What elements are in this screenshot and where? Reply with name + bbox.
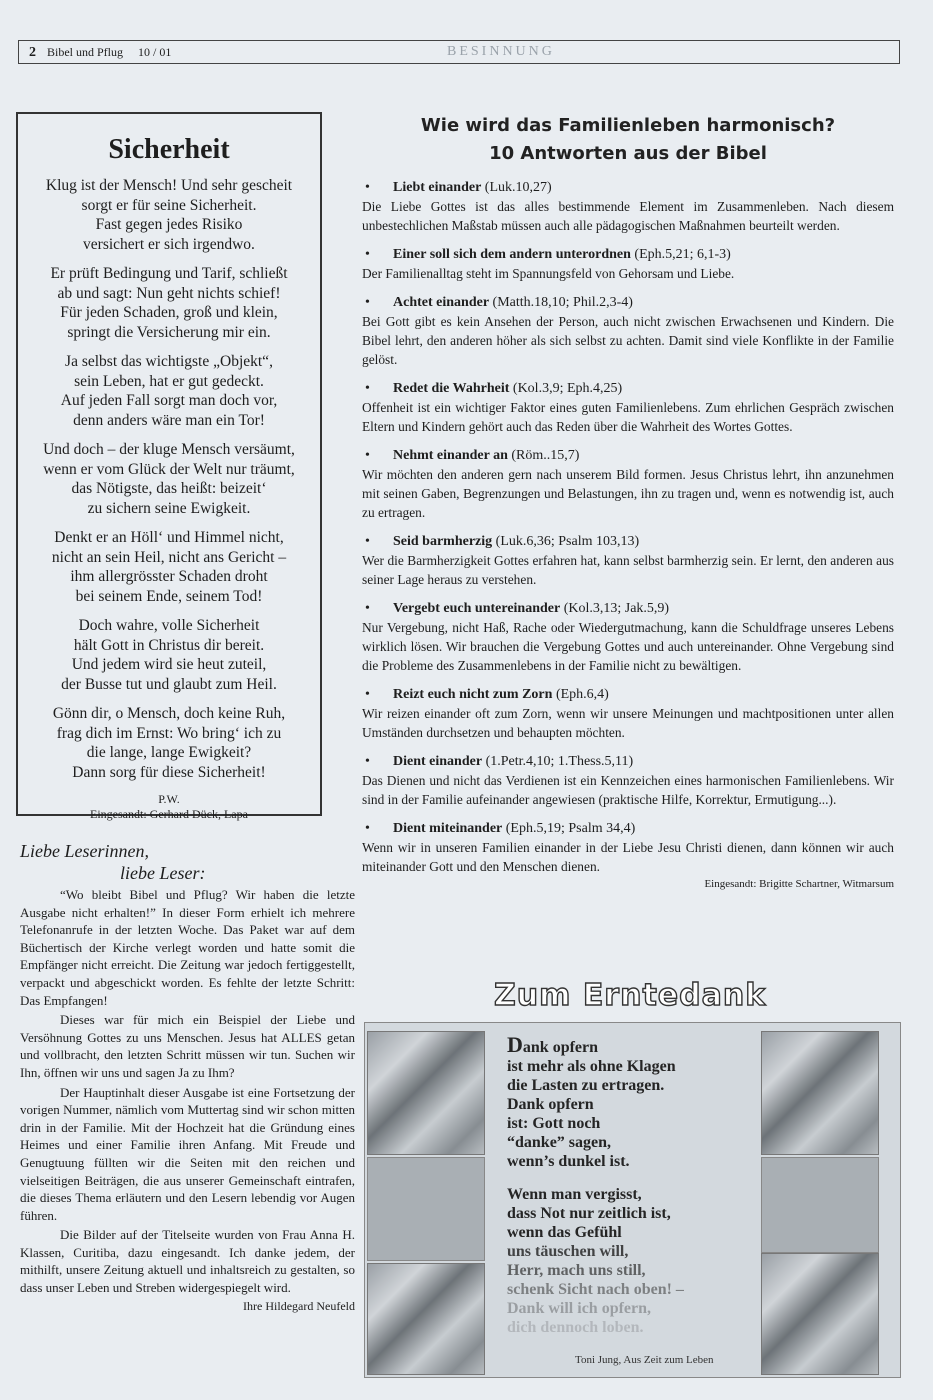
poem-line: sein Leben, hat er gut gedeckt.	[74, 372, 264, 390]
harvest-poem-line: uns täuschen will,	[507, 1243, 629, 1260]
harvest-credit: Toni Jung, Aus Zeit zum Leben	[575, 1354, 714, 1366]
poem-line: Doch wahre, volle Sicherheit	[78, 617, 260, 634]
item-title: Dient miteinander	[393, 821, 503, 836]
vegetable-image	[761, 1253, 879, 1375]
item-title: Reizt euch nicht zum Zorn	[393, 687, 553, 702]
harvest-poem-line: wenn das Gefühl	[507, 1224, 622, 1241]
harvest-poem-stanza1	[507, 1032, 745, 1171]
item-title: Dient einander	[393, 754, 483, 769]
letter-paragraph: Dieses war für mich ein Beispiel der Liebe und Versöhnung Gottes zu uns Menschen. Jesus hat ALLES getan und vollbracht, den letzten Schritt müssen wir tun. Suchen wir Ihn, öffnen wir uns und sagen Ja zu Ihm?	[20, 1012, 355, 1080]
letter-paragraph: Die Bilder auf der Titelseite wurden von Frau Anna H. Klassen, Curitiba, dazu eingesandt. Ich danke jedem, der mithilft, unsere Zeitung aktuell und inhaltsreich zu gestalten, so dass unser Leben und Streben widergespiegelt wird.	[20, 1227, 355, 1296]
poem-stanza	[18, 352, 320, 430]
bible-reference: (Matth.18,10; Phil.2,3-4)	[492, 295, 633, 310]
article-item	[362, 533, 894, 589]
poem-line: denn anders wäre man ein Tor!	[73, 411, 265, 429]
poem-line: sorgt er für seine Sicherheit.	[81, 196, 257, 214]
vegetable-image	[761, 1031, 879, 1155]
item-text: Wer die Barmherzigkeit Gottes erfahren hat, kann selbst barmherzig sein. Er lernt, den anderen aus seiner Lage heraus zu verstehen.	[362, 553, 894, 587]
harvest-poem-line: die Lasten zu ertragen.	[507, 1077, 665, 1094]
page-header	[18, 40, 900, 64]
poem-stanza	[18, 264, 320, 342]
article-item	[362, 600, 894, 675]
item-title: Redet die Wahrheit	[393, 381, 510, 396]
harvest-poem	[507, 1032, 745, 1337]
poem-line: Auf jeden Fall sorgt man doch vor,	[60, 392, 278, 409]
poem-title: Sicherheit	[108, 134, 230, 165]
bullet: •	[365, 381, 370, 396]
item-text: Die Liebe Gottes ist das alles bestimmende Element im Zusammenleben. Nach diesem unbestechlichen Maßstab müssen auch alle pädagogischen Maßnahmen beurteilt werden.	[362, 199, 894, 233]
poem-line: Er prüft Bedingung und Tarif, schließt	[50, 265, 288, 282]
item-heading	[362, 686, 894, 704]
publication-name: Bibel und Pflug	[47, 45, 124, 59]
bullet: •	[365, 295, 370, 310]
bible-reference: (Eph.6,4)	[555, 687, 609, 702]
poem-line: Für jeden Schaden, groß und klein,	[60, 304, 278, 321]
harvest-poem-line: Dank opfern	[507, 1096, 594, 1113]
item-heading	[362, 294, 894, 312]
poem-stanza	[18, 704, 320, 782]
bible-reference: (Eph.5,19; Psalm 34,4)	[505, 821, 636, 836]
harvest-poem-line: Dank will ich opfern,	[507, 1300, 652, 1317]
family-article	[362, 112, 894, 890]
poem-stanzas	[18, 176, 320, 782]
bible-reference: (Kol.3,9; Eph.4,25)	[512, 381, 623, 396]
harvest-poem-line: “danke” sagen,	[507, 1134, 612, 1151]
poem-line: ab und sagt: Nun geht nichts schief!	[57, 284, 281, 302]
item-heading	[362, 600, 894, 618]
item-text: Bei Gott gibt es kein Ansehen der Person, auch nicht zwischen Erwachsenen und Kindern. Die Bibel lehrt, den anderen höher als sich selbst zu achten. Damit sind viele Konflikte in der Familie gelöst.	[362, 314, 894, 367]
item-heading	[362, 533, 894, 551]
harvest-poem-line: dass Not nur zeitlich ist,	[507, 1205, 671, 1222]
harvest-poem-line: Herr, mach uns still,	[507, 1262, 646, 1279]
item-heading	[362, 753, 894, 771]
harvest-poem-line: Dank opfern	[507, 1032, 599, 1057]
bullet: •	[365, 448, 370, 463]
item-title: Seid barmherzig	[393, 534, 493, 549]
poem-line: nicht an sein Heil, nicht ans Gericht –	[51, 548, 287, 566]
bible-reference: (Röm..15,7)	[511, 448, 580, 463]
item-title: Vergebt euch untereinander	[393, 601, 561, 616]
bullet: •	[365, 180, 370, 195]
item-text: Wenn wir in unseren Familien einander in der Liebe Jesu Christi dienen, dann können wir auch miteinander Gott und den Menschen dienen.	[362, 840, 894, 874]
poem-line: Und jedem wird sie heut zuteil,	[71, 656, 267, 673]
poem-line: Klug ist der Mensch! Und sehr gescheit	[45, 177, 293, 194]
item-text: Das Dienen und nicht das Verdienen ist ein Kennzeichen eines harmonischen Familienlebens. Wir sind in der Familie aufeinander angewiesen (praktische Hilfe, Korrektur, Ermutigung...).	[362, 773, 894, 807]
poem-line: bei seinem Ende, seinem Tod!	[75, 587, 263, 605]
poem-line: frag dich im Ernst: Wo bring‘ ich zu	[56, 724, 282, 742]
poem-line: springt die Versicherung mir ein.	[67, 323, 271, 341]
poem-stanza	[18, 440, 320, 518]
item-title: Einer soll sich dem andern unterordnen	[393, 247, 631, 262]
harvest-poem-line: schenk Sicht nach oben! –	[507, 1281, 684, 1298]
article-item	[362, 179, 894, 235]
poem-line: Ja selbst das wichtigste „Objekt“,	[65, 353, 273, 370]
bullet: •	[365, 247, 370, 262]
poem-box	[16, 112, 322, 821]
bible-reference: (1.Petr.4,10; 1.Thess.5,11)	[485, 754, 634, 769]
bible-reference: (Kol.3,13; Jak.5,9)	[563, 601, 670, 616]
harvest-poem-line: ist: Gott noch	[507, 1115, 601, 1132]
item-title: Liebt einander	[393, 180, 482, 195]
header-left	[29, 45, 171, 61]
vegetable-image	[367, 1031, 485, 1155]
gray-block	[367, 1157, 485, 1261]
poem-line: Und doch – der kluge Mensch versäumt,	[43, 441, 295, 458]
section-name: BESINNUNG	[447, 44, 555, 59]
poem-line: Denkt er an Höll‘ und Himmel nicht,	[54, 529, 284, 546]
item-text: Wir möchten den anderen gern nach unserem Bild formen. Jesus Christus lehrt, ihn anzunehmen mit seinen Gaben, Begrenzungen und Belastungen, ihn zu tragen und, wenn es notwendig ist, auch zu ertragen.	[362, 467, 894, 520]
poem-line: wenn er vom Glück der Welt nur träumt,	[43, 460, 295, 478]
bible-reference: (Luk.6,36; Psalm 103,13)	[495, 534, 640, 549]
bullet: •	[365, 687, 370, 702]
issue-number: 10 / 01	[138, 45, 172, 59]
poem-line: hält Gott in Christus dir bereit.	[73, 636, 265, 654]
item-heading	[362, 380, 894, 398]
harvest-poem-stanza2	[507, 1185, 745, 1337]
poem-stanza	[18, 176, 320, 254]
item-text: Offenheit ist ein wichtiger Faktor eines guten Familienlebens. Zum ehrlichen Gespräch zwischen Eltern und Kindern gehört auch das Reden über die Wahrheit des Wortes Gottes.	[362, 400, 894, 434]
article-items	[362, 179, 894, 876]
article-sender: Eingesandt: Brigitte Schartner, Witmarsum	[704, 878, 894, 890]
poem-line: die lange, lange Ewigkeit?	[86, 744, 252, 761]
editor-letter	[20, 840, 355, 1314]
vegetable-image	[367, 1263, 485, 1375]
letter-greeting-line2: liebe Leser:	[120, 863, 206, 883]
poem-stanza	[18, 616, 320, 694]
item-heading	[362, 179, 894, 197]
article-title: Wie wird das Familienleben harmonisch?	[420, 115, 836, 136]
item-text: Wir reizen einander oft zum Zorn, wenn wir unsere Meinungen und machtpositionen unter allen Umständen durchsetzen und behaupten möchten.	[362, 706, 894, 740]
harvest-poem-line: ist mehr als ohne Klagen	[507, 1058, 676, 1075]
poem-line: Gönn dir, o Mensch, doch keine Ruh,	[52, 705, 286, 722]
poem-initials: P.W.	[158, 792, 180, 806]
article-item	[362, 294, 894, 369]
poem-stanza	[18, 528, 320, 606]
harvest-poem-line: wenn’s dunkel ist.	[507, 1153, 630, 1170]
harvest-panel	[364, 1022, 901, 1378]
harvest-poem-line: dich dennoch loben.	[507, 1319, 644, 1336]
letter-paragraph: “Wo bleibt Bibel und Pflug? Wir haben die letzte Ausgabe nicht erhalten!” In dieser Form erhielt ich mehrere Telefonanrufe in der letzten Woche. Das Paket war auf dem Büchertisch der Kirche verlegt worden und hatte somit die Empfänger nicht erreicht. Die Zeitung war jedoch fertiggestellt, verpackt und abgeschickt worden. Es fehlte der letzte Schritt: Das Empfangen!	[20, 887, 355, 1008]
article-item	[362, 686, 894, 742]
poem-line: versichert er sich irgendwo.	[83, 235, 255, 253]
poem-line: Dann sorg für diese Sicherheit!	[72, 763, 266, 781]
article-item	[362, 753, 894, 809]
poem-line: zu sichern seine Ewigkeit.	[87, 499, 251, 517]
letter-paragraph: Der Hauptinhalt dieser Ausgabe ist eine Fortsetzung der vorigen Nummer, nämlich vom Muttertag sind wir schon mitten drin in der Familie. Mit der Hochzeit hat die Gründung eines Heimes und einer Familie ihren Anfang. Mit Freude und Genugtuung füllten wir die Seiten mit den reichen und vielseitigen Beiträgen, die aus unserer Gemeinschaft eintrafen, die dieses Thema erläutern und den Lesern lebendig vor Augen führen.	[20, 1084, 355, 1223]
poem-line: Fast gegen jedes Risiko	[95, 216, 243, 233]
item-text: Nur Vergebung, nicht Haß, Rache oder Wiedergutmachung, kann die Schuldfrage unseres Lebens wirklich lösen. Wir brauchen die Vergebung Gottes und auch untereinander. Ohne Vergebung sind die Probleme des Zusammenlebens in der Familie nicht zu bewältigen.	[362, 620, 894, 673]
article-item	[362, 380, 894, 436]
bullet: •	[365, 821, 370, 836]
article-item	[362, 246, 894, 283]
article-subtitle: 10 Antworten aus der Bibel	[489, 143, 767, 164]
article-item	[362, 447, 894, 522]
article-item	[362, 820, 894, 876]
harvest-poem-line: Wenn man vergisst,	[507, 1186, 642, 1203]
poem-line: ihm allergrösster Schaden droht	[70, 568, 268, 585]
bullet: •	[365, 754, 370, 769]
poem-line: das Nötigste, das heißt: beizeit‘	[71, 480, 267, 497]
letter-signature: Ihre Hildegard Neufeld	[243, 1298, 355, 1313]
item-heading	[362, 246, 894, 264]
item-title: Nehmt einander an	[393, 448, 508, 463]
item-heading	[362, 447, 894, 465]
harvest-title: Zum Erntedank	[494, 978, 767, 1013]
item-title: Achtet einander	[393, 295, 490, 310]
item-text: Der Familienalltag steht im Spannungsfeld von Gehorsam und Liebe.	[362, 266, 735, 281]
poem-sender: Eingesandt: Gerhard Dück, Lapa	[90, 807, 248, 821]
bible-reference: (Eph.5,21; 6,1-3)	[634, 247, 731, 262]
page-number: 2	[29, 45, 36, 60]
letter-greeting-line1: Liebe Leserinnen,	[20, 841, 149, 861]
bullet: •	[365, 534, 370, 549]
bible-reference: (Luk.10,27)	[484, 180, 552, 195]
bullet: •	[365, 601, 370, 616]
poem-line: der Busse tut und glaubt zum Heil.	[61, 675, 277, 693]
gray-block	[761, 1157, 879, 1253]
item-heading	[362, 820, 894, 838]
